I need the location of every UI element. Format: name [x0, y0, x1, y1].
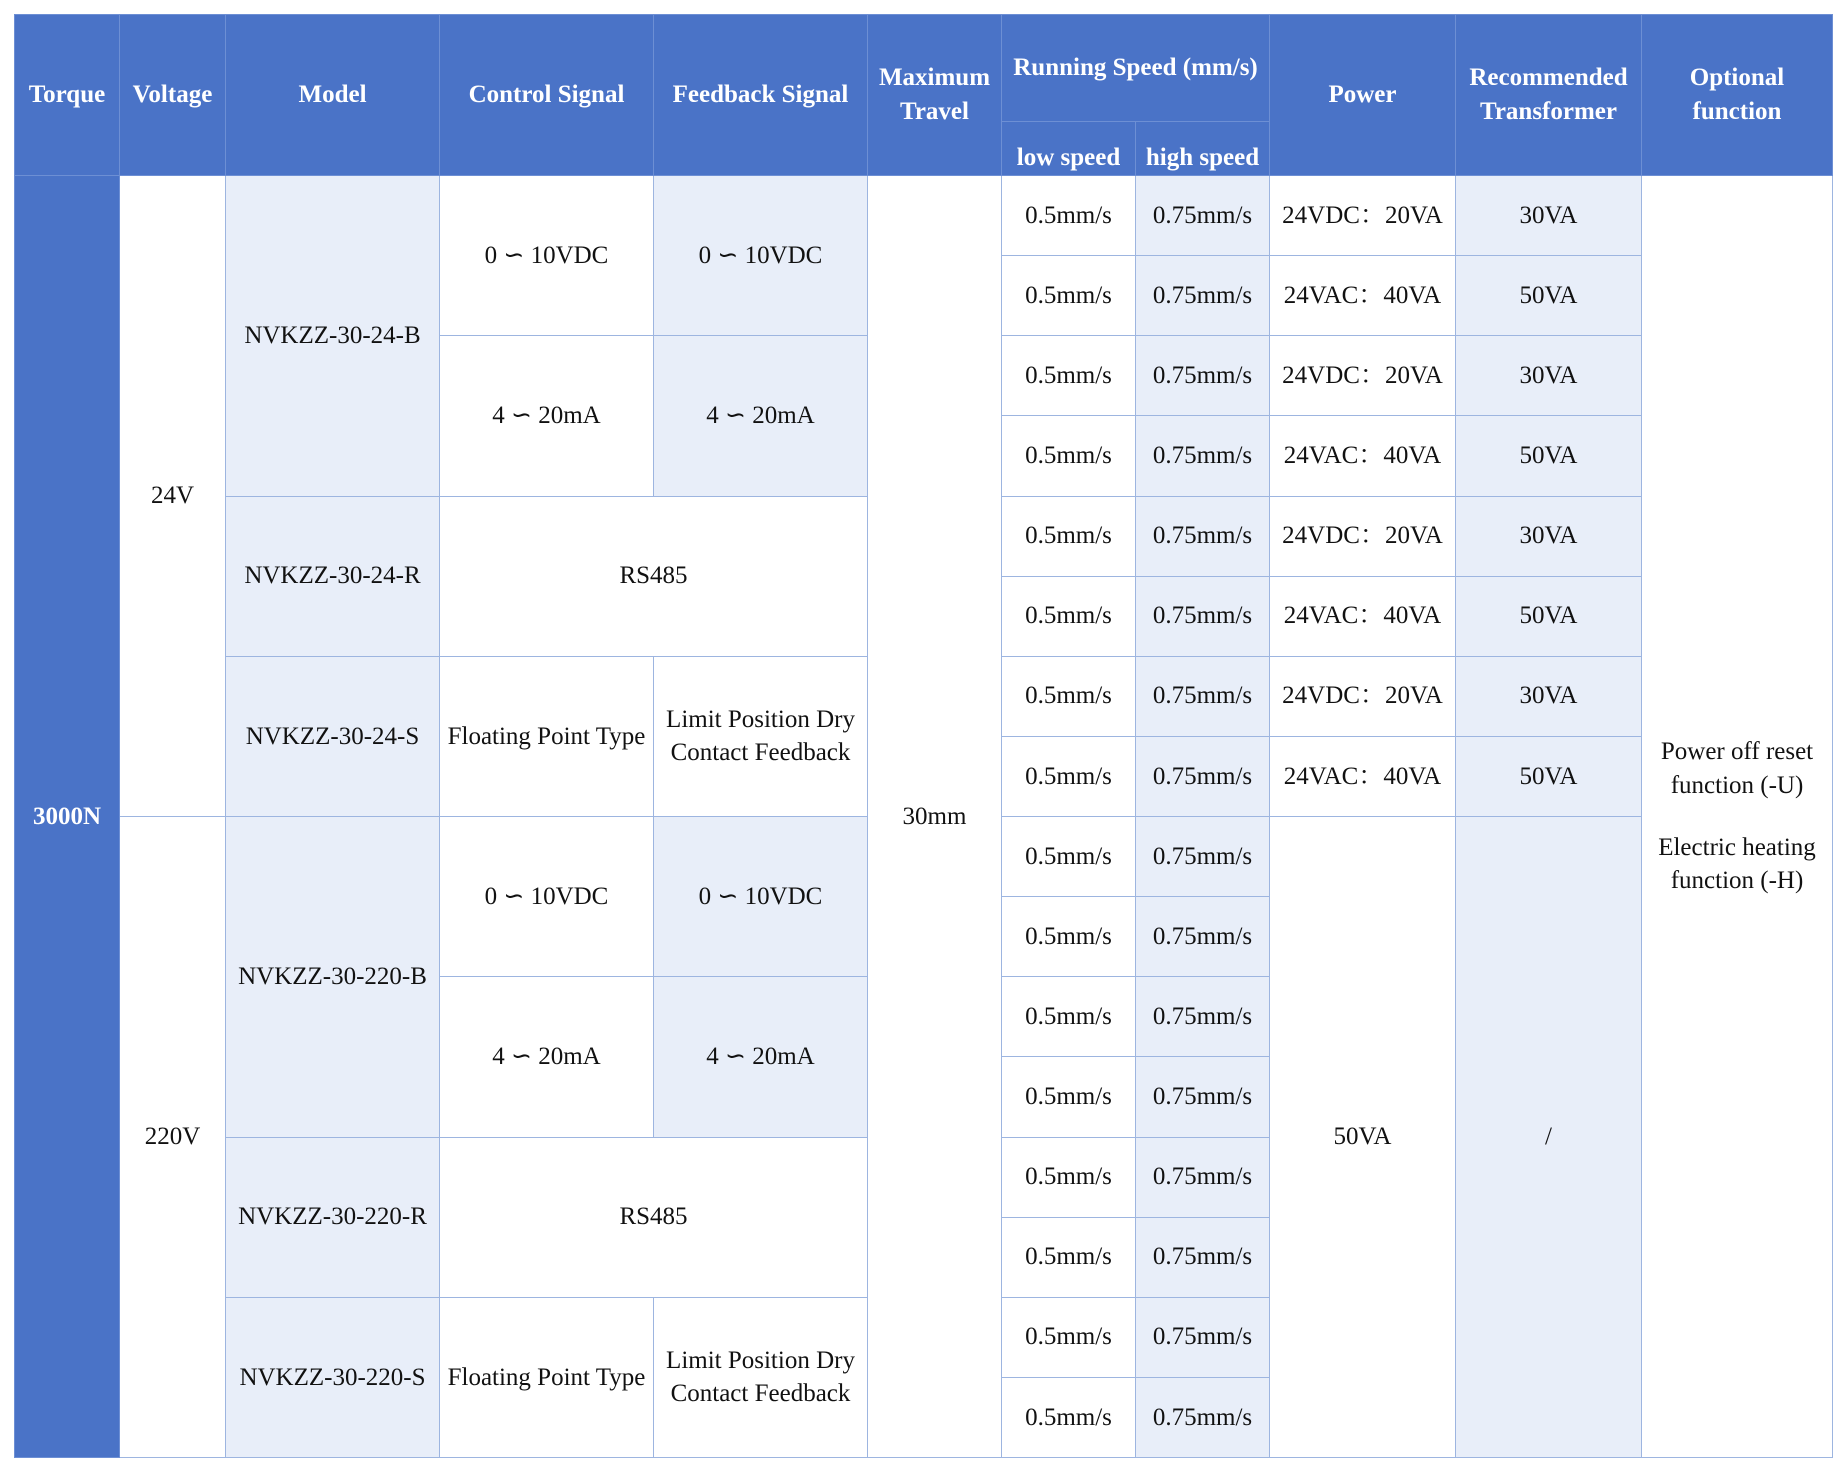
high-speed-cell: 0.75mm/s	[1136, 256, 1270, 336]
low-speed-cell: 0.5mm/s	[1002, 176, 1136, 256]
power-cell: 24VAC：40VA	[1270, 416, 1456, 496]
low-speed-cell: 0.5mm/s	[1002, 416, 1136, 496]
high-speed-cell: 0.75mm/s	[1136, 496, 1270, 576]
transformer-cell: 50VA	[1456, 736, 1642, 816]
header-feedback-signal: Feedback Signal	[654, 15, 868, 176]
high-speed-cell: 0.75mm/s	[1136, 336, 1270, 416]
feedback-signal-cell: 0 ∽ 10VDC	[654, 817, 868, 977]
header-optional-function: Optional function	[1642, 15, 1833, 176]
header-model: Model	[226, 15, 440, 176]
max-travel-cell: 30mm	[868, 176, 1002, 1458]
feedback-signal-cell: Limit Position Dry Contact Feedback	[654, 1297, 868, 1457]
power-cell: 24VDC：20VA	[1270, 496, 1456, 576]
spec-table	[14, 14, 1833, 1458]
header-running-speed: Running Speed (mm/s)	[1002, 15, 1270, 122]
high-speed-cell: 0.75mm/s	[1136, 817, 1270, 897]
high-speed-cell: 0.75mm/s	[1136, 736, 1270, 816]
low-speed-cell: 0.5mm/s	[1002, 1137, 1136, 1217]
model-cell: NVKZZ-30-220-S	[226, 1297, 440, 1457]
power-cell: 24VDC：20VA	[1270, 656, 1456, 736]
high-speed-cell: 0.75mm/s	[1136, 1057, 1270, 1137]
low-speed-cell: 0.5mm/s	[1002, 656, 1136, 736]
high-speed-cell: 0.75mm/s	[1136, 1297, 1270, 1377]
low-speed-cell: 0.5mm/s	[1002, 336, 1136, 416]
transformer-cell: 30VA	[1456, 656, 1642, 736]
low-speed-cell: 0.5mm/s	[1002, 256, 1136, 336]
header-recommended-transformer: Recommended Transformer	[1456, 15, 1642, 176]
feedback-signal-cell: Limit Position Dry Contact Feedback	[654, 656, 868, 816]
low-speed-cell: 0.5mm/s	[1002, 1057, 1136, 1137]
rs485-signal-cell: RS485	[440, 496, 868, 656]
low-speed-cell: 0.5mm/s	[1002, 1297, 1136, 1377]
transformer-cell: 50VA	[1456, 256, 1642, 336]
high-speed-cell: 0.75mm/s	[1136, 977, 1270, 1057]
header-high-speed: high speed	[1136, 122, 1270, 176]
optional-function-line: Power off reset function (-U)	[1660, 738, 1814, 799]
transformer-cell: 50VA	[1456, 576, 1642, 656]
feedback-signal-cell: 4 ∽ 20mA	[654, 977, 868, 1137]
torque-cell: 3000N	[15, 176, 120, 1458]
control-signal-cell: Floating Point Type	[440, 1297, 654, 1457]
header-low-speed: low speed	[1002, 122, 1136, 176]
control-signal-cell: 4 ∽ 20mA	[440, 336, 654, 496]
transformer-cell: 30VA	[1456, 496, 1642, 576]
voltage-cell-24v: 24V	[120, 176, 226, 817]
header-voltage: Voltage	[120, 15, 226, 176]
control-signal-cell: 0 ∽ 10VDC	[440, 817, 654, 977]
header-torque: Torque	[15, 15, 120, 176]
header-maximum-travel: Maximum Travel	[868, 15, 1002, 176]
power-cell: 24VAC：40VA	[1270, 736, 1456, 816]
power-cell-220v: 50VA	[1270, 817, 1456, 1458]
control-signal-cell: 4 ∽ 20mA	[440, 977, 654, 1137]
model-cell: NVKZZ-30-24-S	[226, 656, 440, 816]
control-signal-cell: Floating Point Type	[440, 656, 654, 816]
transformer-cell: 30VA	[1456, 176, 1642, 256]
high-speed-cell: 0.75mm/s	[1136, 897, 1270, 977]
high-speed-cell: 0.75mm/s	[1136, 576, 1270, 656]
optional-function-line: Electric heating function (-H)	[1658, 833, 1816, 895]
feedback-signal-cell: 0 ∽ 10VDC	[654, 176, 868, 336]
transformer-cell: 50VA	[1456, 416, 1642, 496]
low-speed-cell: 0.5mm/s	[1002, 977, 1136, 1057]
power-cell: 24VAC：40VA	[1270, 576, 1456, 656]
power-cell: 24VDC：20VA	[1270, 336, 1456, 416]
voltage-cell-220v: 220V	[120, 817, 226, 1458]
rs485-signal-cell: RS485	[440, 1137, 868, 1297]
header-control-signal: Control Signal	[440, 15, 654, 176]
low-speed-cell: 0.5mm/s	[1002, 736, 1136, 816]
model-cell: NVKZZ-30-24-B	[226, 176, 440, 497]
transformer-cell-220v: /	[1456, 817, 1642, 1458]
power-cell: 24VAC：40VA	[1270, 256, 1456, 336]
high-speed-cell: 0.75mm/s	[1136, 176, 1270, 256]
control-signal-cell: 0 ∽ 10VDC	[440, 176, 654, 336]
transformer-cell: 30VA	[1456, 336, 1642, 416]
model-cell: NVKZZ-30-220-R	[226, 1137, 440, 1297]
optional-function-cell	[1642, 176, 1833, 1458]
low-speed-cell: 0.5mm/s	[1002, 496, 1136, 576]
high-speed-cell: 0.75mm/s	[1136, 1217, 1270, 1297]
low-speed-cell: 0.5mm/s	[1002, 897, 1136, 977]
feedback-signal-cell: 4 ∽ 20mA	[654, 336, 868, 496]
high-speed-cell: 0.75mm/s	[1136, 656, 1270, 736]
high-speed-cell: 0.75mm/s	[1136, 1137, 1270, 1217]
model-cell: NVKZZ-30-220-B	[226, 817, 440, 1138]
power-cell: 24VDC：20VA	[1270, 176, 1456, 256]
low-speed-cell: 0.5mm/s	[1002, 1217, 1136, 1297]
header-power: Power	[1270, 15, 1456, 176]
low-speed-cell: 0.5mm/s	[1002, 817, 1136, 897]
low-speed-cell: 0.5mm/s	[1002, 1377, 1136, 1457]
high-speed-cell: 0.75mm/s	[1136, 1377, 1270, 1457]
low-speed-cell: 0.5mm/s	[1002, 576, 1136, 656]
high-speed-cell: 0.75mm/s	[1136, 416, 1270, 496]
model-cell: NVKZZ-30-24-R	[226, 496, 440, 656]
